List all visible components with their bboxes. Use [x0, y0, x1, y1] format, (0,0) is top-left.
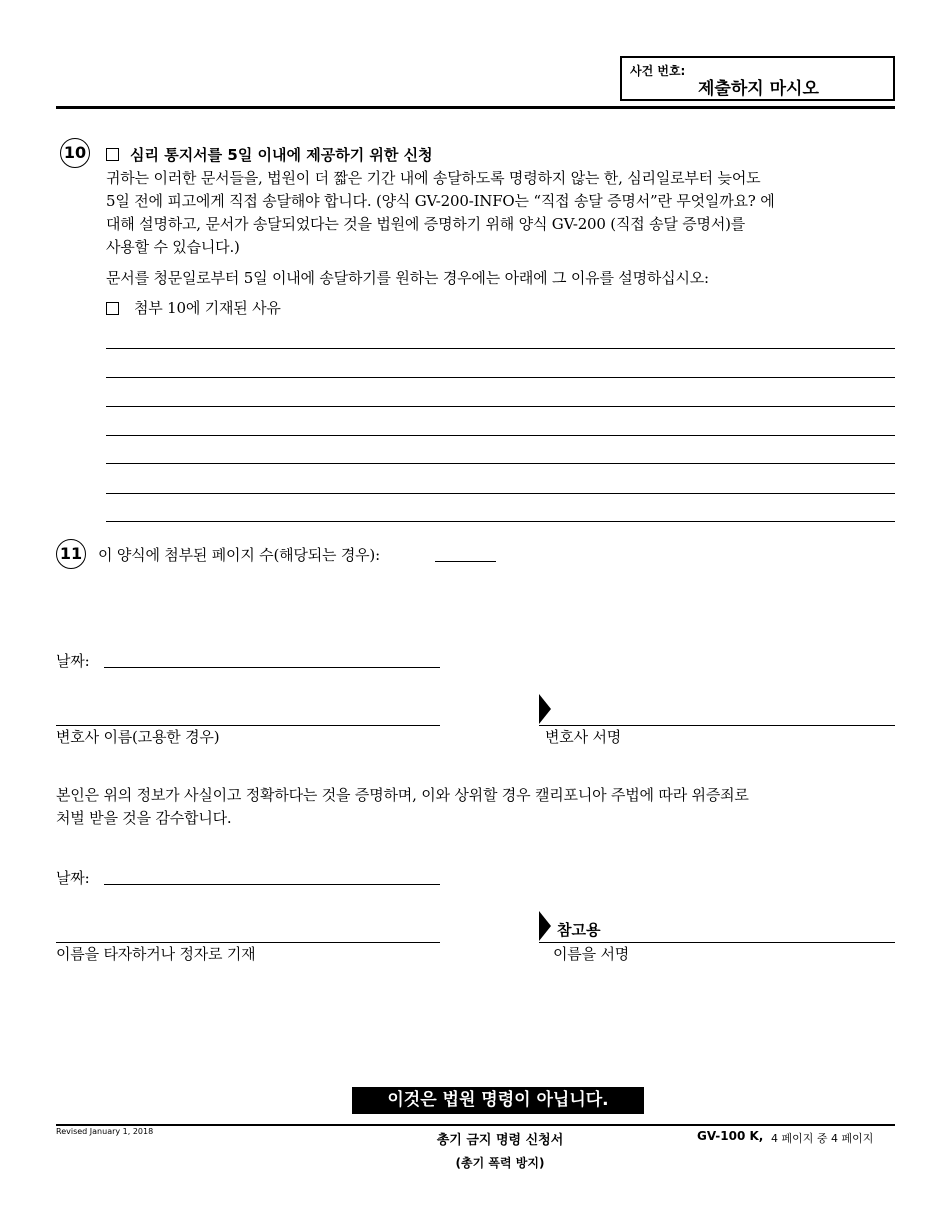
form-title: 총기 금지 명령 신청서	[436, 1133, 564, 1148]
item-10-title: 심리 통지서를 5일 이내에 제공하기 위한 신청	[130, 146, 433, 164]
petitioner-signature-label: 이름을 서명	[553, 945, 630, 963]
signature-note: 참고용	[557, 921, 601, 939]
case-number-label: 사건 번호:	[630, 64, 686, 78]
footer-divider	[56, 1124, 895, 1126]
signature-arrow-icon	[539, 694, 551, 724]
item-10-paragraph	[106, 167, 896, 259]
form-code: GV-100 K,	[697, 1129, 764, 1143]
signature-arrow-icon	[539, 911, 551, 941]
attachment-10-checkbox[interactable]	[106, 302, 119, 315]
petitioner-name-label: 이름을 타자하거나 정자로 기재	[56, 945, 256, 963]
form-subtitle: (총기 폭력 방지)	[455, 1156, 545, 1170]
attorney-signature-label: 변호사 서명	[545, 728, 622, 746]
item-10-number: 10	[60, 138, 90, 168]
petitioner-date-field[interactable]	[104, 884, 440, 885]
attachment-10-label: 첨부 10에 기재된 사유	[134, 299, 281, 317]
reason-line-7[interactable]	[106, 521, 895, 522]
reason-line-2[interactable]	[106, 377, 895, 378]
page-info: 4 페이지 중 4 페이지	[771, 1132, 874, 1145]
declaration-line: 본인은 위의 정보가 사실이고 정확하다는 것을 증명하며, 이와 상위할 경우 캘리포니아 주법에 따라 위증죄로	[56, 786, 749, 804]
item-10-paragraph-line: 귀하는 이러한 문서들을, 법원이 더 짧은 기간 내에 송달하도록 명령하지 않는 한, 심리일로부터 늦어도	[106, 169, 761, 187]
item-10-paragraph-line: 5일 전에 피고에게 직접 송달해야 합니다. (양식 GV-200-INFO는 “직접 송달 증명서”란 무엇일까요? 에	[106, 192, 775, 210]
reason-line-1[interactable]	[106, 348, 895, 349]
item-10-paragraph-line: 대해 설명하고, 문서가 송달되었다는 것을 법원에 증명하기 위해 양식 GV-200 (직접 송달 증명서)를	[106, 215, 746, 233]
header-divider	[56, 106, 895, 109]
case-number-box	[620, 56, 895, 101]
petitioner-date-label: 날짜:	[56, 869, 90, 887]
item-10-paragraph-line: 사용할 수 있습니다.)	[106, 238, 240, 256]
reason-line-4[interactable]	[106, 435, 895, 436]
attorney-name-label: 변호사 이름(고용한 경우)	[56, 728, 220, 746]
attorney-date-field[interactable]	[104, 667, 440, 668]
item-10-explain-text: 문서를 청문일로부터 5일 이내에 송달하기를 원하는 경우에는 아래에 그 이유를 설명하십시오:	[106, 269, 709, 287]
item-10-checkbox[interactable]	[106, 148, 119, 161]
item-11-text: 이 양식에 첨부된 페이지 수(해당되는 경우):	[98, 546, 380, 564]
attorney-date-label: 날짜:	[56, 652, 90, 670]
reason-line-3[interactable]	[106, 406, 895, 407]
attached-pages-field[interactable]	[435, 561, 496, 562]
reason-line-5[interactable]	[106, 463, 895, 464]
declaration-line: 처벌 받을 것을 감수합니다.	[56, 809, 232, 827]
revised-date: Revised January 1, 2018	[56, 1127, 154, 1136]
reason-line-6[interactable]	[106, 493, 895, 494]
declaration-text	[56, 784, 896, 830]
not-court-order-banner: 이것은 법원 명령이 아닙니다.	[352, 1087, 644, 1114]
case-number-value: 제출하지 마시오	[698, 79, 819, 99]
item-11-number: 11	[56, 539, 86, 569]
